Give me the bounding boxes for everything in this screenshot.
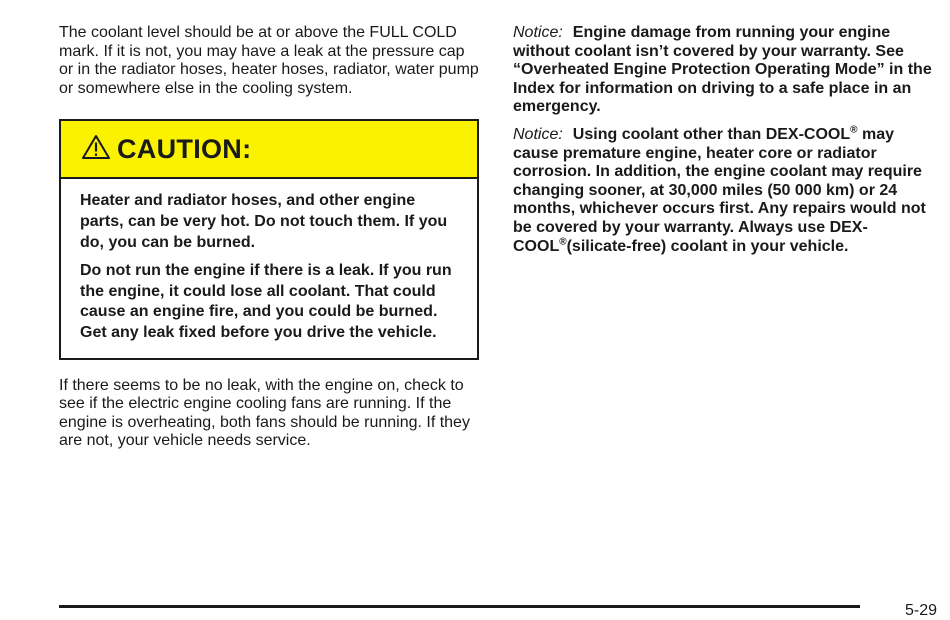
caution-header: [61, 121, 477, 179]
notice-label: Notice:: [513, 125, 563, 143]
notice-warranty: [513, 24, 941, 117]
caution-body: [61, 179, 477, 357]
left-column: [59, 24, 479, 451]
notice-dex-cool: [513, 126, 941, 256]
footer-rule: [59, 605, 860, 608]
notice-dex-cool-text-b: may cause premature engine, heater core or radiator corrosion. In addition, the engine coolant may require changing sooner, at 30,000 miles (50 000 km) or 24 months, whichever occurs first. Any repairs would not be covered by your warranty. Always use DEX-COOL: [513, 125, 926, 255]
caution-box: [59, 119, 479, 359]
right-column: [513, 24, 941, 265]
notice-label: Notice:: [513, 24, 563, 41]
coolant-level-paragraph: The coolant level should be at or above the FULL COLD mark. If it is not, you may have a leak at the pressure cap or in the radiator hoses, heater hoses, radiator, water pump or somewhere else in the cooling system.: [59, 24, 479, 97]
page-number: 5-29: [905, 602, 938, 619]
registered-mark: ®: [850, 124, 858, 136]
warning-triangle-icon: [81, 134, 111, 160]
notice-dex-cool-text-a: Using coolant other than DEX-COOL: [572, 125, 851, 143]
caution-paragraph-leak: Do not run the engine if there is a leak. If you run the engine, it could lose all coolant. That could cause an engine fire, and you could be burned. Get any leak fixed before you drive the vehicle.: [80, 262, 452, 341]
notice-dex-cool-text-c: (silicate-free) coolant in your vehicle.: [566, 237, 849, 255]
cooling-fans-paragraph: If there seems to be no leak, with the engine on, check to see if the electric engine cooling fans are running. If the engine is overheating, both fans should be running. If they are not, your vehicle needs service.: [59, 376, 470, 450]
caution-paragraph-hot-parts: Heater and radiator hoses, and other engine parts, can be very hot. Do not touch them. If you do, you can be burned.: [80, 192, 448, 251]
caution-title: CAUTION:: [117, 133, 252, 164]
notice-warranty-text: Engine damage from running your engine without coolant isn’t covered by your warranty. See “Overheated Engine Protection Operating Mode” in the Index for information on driving to a safe place in an emergency.: [513, 24, 932, 116]
registered-mark: ®: [559, 236, 567, 248]
